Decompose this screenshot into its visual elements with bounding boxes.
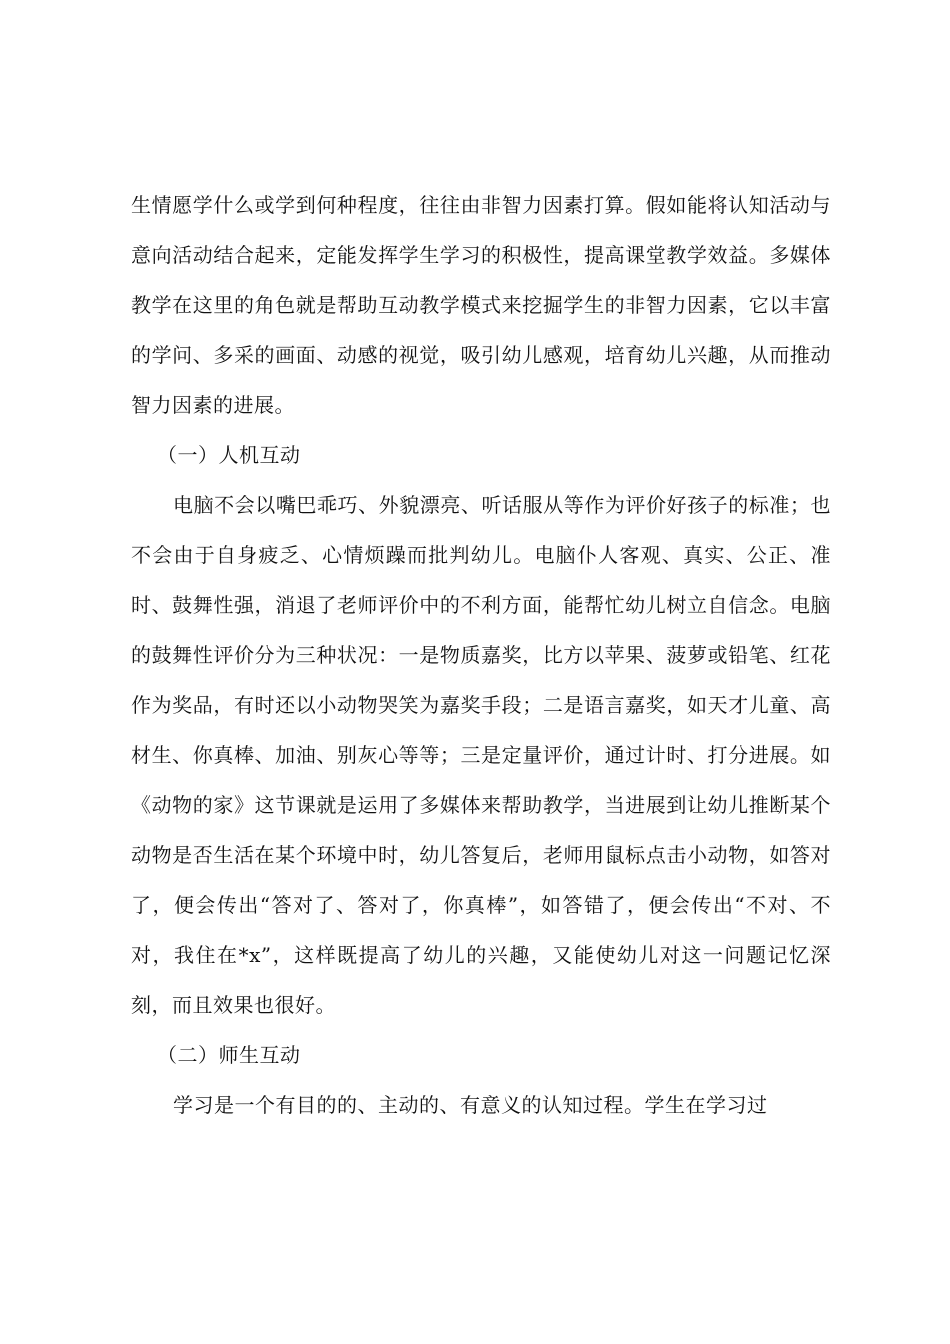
paragraph-human-computer: 电脑不会以嘴巴乖巧、外貌漂亮、听话服从等作为评价好孩子的标准；也不会由于自身疲乏、心情烦躁而批判幼儿。电脑仆人客观、真实、公正、准时、鼓舞性强，消退了老师评价中的不利方面，能帮忙幼儿树立自信念。电脑的鼓舞性评价分为三种状况：一是物质嘉奖，比方以苹果、菠萝或铅笔、红花作为奖品，有时还以小动物哭笑为嘉奖手段；二是语言嘉奖，如天才儿童、高材生、你真棒、加油、别灰心等等；三是定量评价，通过计时、打分进展。如《动物的家》这节课就是运用了多媒体来帮助教学，当进展到让幼儿推断某个动物是否生活在某个环境中时，幼儿答复后，老师用鼠标点击小动物，如答对了，便会传出“答对了、答对了，你真棒”，如答错了，便会传出“不对、不对，我住在*x”，这样既提高了幼儿的兴趣，又能使幼儿对这一问题记忆深刻，而且效果也很好。 xyxy=(131,493,831,1017)
paragraph-teacher-student: 学习是一个有目的的、主动的、有意义的认知过程。学生在学习过 xyxy=(173,1093,768,1117)
paragraph-intro: 生情愿学什么或学到何种程度，往往由非智力因素打算。假如能将认知活动与意向活动结合起来，定能发挥学生学习的积极性，提高课堂教学效益。多媒体教学在这里的角色就是帮助互动教学模式来挖掘学生的非智力因素，它以丰富的学问、多采的画面、动感的视觉，吸引幼儿感观，培育幼儿兴趣，从而推动智力因素的进展。 xyxy=(131,193,831,417)
section-heading-teacher-student: （二）师生互动 xyxy=(157,1043,301,1067)
document-body xyxy=(131,180,831,1130)
section-heading-human-computer: （一）人机互动 xyxy=(157,443,301,467)
